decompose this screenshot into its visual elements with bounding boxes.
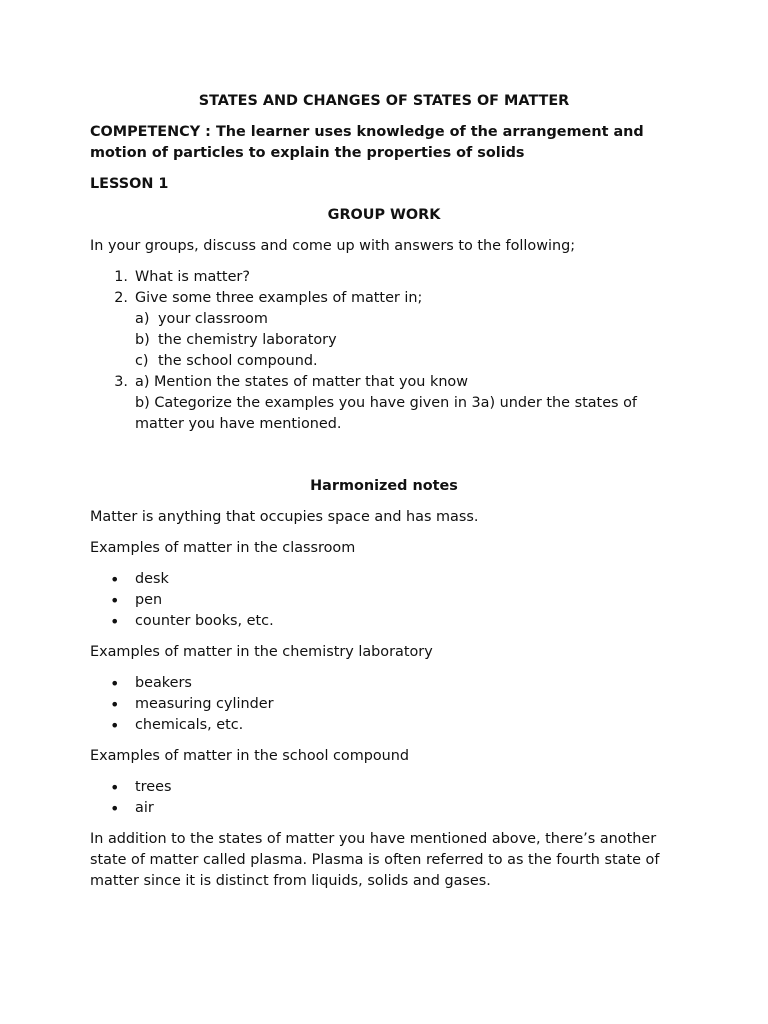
sub-question-a xyxy=(135,309,678,330)
plasma-paragraph: In addition to the states of matter you have mentioned above, there’s another state of matter called plasma. Plasma is often referred to as the fourth state of matter since it is distinct from liquids, solids and gases. xyxy=(90,831,660,889)
question-2 xyxy=(90,288,678,372)
bullet-icon: • xyxy=(110,695,120,714)
sub-question-text: the chemistry laboratory xyxy=(158,332,337,348)
bullet-icon: • xyxy=(110,778,120,797)
question-text: What is matter? xyxy=(135,269,250,285)
question-number: 2. xyxy=(114,290,128,306)
question-text: Give some three examples of matter in; xyxy=(135,290,423,306)
classroom-examples-list xyxy=(90,569,678,632)
list-item-text: measuring cylinder xyxy=(135,696,274,712)
list-item xyxy=(90,715,678,736)
list-item-text: trees xyxy=(135,779,172,795)
list-item xyxy=(90,611,678,632)
section-spacer xyxy=(90,445,678,476)
document-title: STATES AND CHANGES OF STATES OF MATTER xyxy=(198,93,570,109)
bullet-icon: • xyxy=(110,612,120,631)
matter-definition: Matter is anything that occupies space and has mass. xyxy=(90,509,479,525)
list-item xyxy=(90,673,678,694)
bullet-icon: • xyxy=(110,570,120,589)
sub-question-letter: b) xyxy=(135,332,150,348)
classroom-examples-heading: Examples of matter in the classroom xyxy=(90,540,356,556)
sub-question-c xyxy=(135,351,678,372)
question-number: 3. xyxy=(114,374,128,390)
question-3b-text: b) Categorize the examples you have given in 3a) under the states of matter you have mentioned. xyxy=(135,395,637,432)
list-item-text: desk xyxy=(135,571,169,587)
list-item-text: pen xyxy=(135,592,163,608)
sub-question-letter: a) xyxy=(135,311,150,327)
list-item xyxy=(90,798,678,819)
sub-question-b xyxy=(135,330,678,351)
laboratory-examples-list xyxy=(90,673,678,736)
list-item xyxy=(90,569,678,590)
bullet-icon: • xyxy=(110,716,120,735)
group-work-intro: In your groups, discuss and come up with answers to the following; xyxy=(90,238,576,254)
sub-question-text: the school compound. xyxy=(158,353,318,369)
list-item-text: beakers xyxy=(135,675,192,691)
compound-examples-heading: Examples of matter in the school compound xyxy=(90,748,410,764)
question-3a-text: a) Mention the states of matter that you know xyxy=(135,374,469,390)
lesson-label: LESSON 1 xyxy=(90,176,169,192)
questions-list xyxy=(90,267,678,435)
group-work-heading: GROUP WORK xyxy=(327,207,441,223)
list-item xyxy=(90,590,678,611)
list-item xyxy=(90,694,678,715)
bullet-icon: • xyxy=(110,799,120,818)
question-number: 1. xyxy=(114,269,128,285)
competency-statement: COMPETENCY : The learner uses knowledge of the arrangement and motion of particles to explain the properties of solids xyxy=(90,124,644,161)
list-item-text: air xyxy=(135,800,154,816)
harmonized-notes-heading: Harmonized notes xyxy=(310,478,458,494)
document-page xyxy=(90,91,678,902)
list-item-text: chemicals, etc. xyxy=(135,717,244,733)
list-item xyxy=(90,777,678,798)
list-item-text: counter books, etc. xyxy=(135,613,274,629)
laboratory-examples-heading: Examples of matter in the chemistry laboratory xyxy=(90,644,433,660)
sub-question-text: your classroom xyxy=(158,311,268,327)
compound-examples-list xyxy=(90,777,678,819)
question-3 xyxy=(90,372,678,435)
question-1 xyxy=(90,267,678,288)
bullet-icon: • xyxy=(110,591,120,610)
bullet-icon: • xyxy=(110,674,120,693)
sub-question-letter: c) xyxy=(135,353,149,369)
